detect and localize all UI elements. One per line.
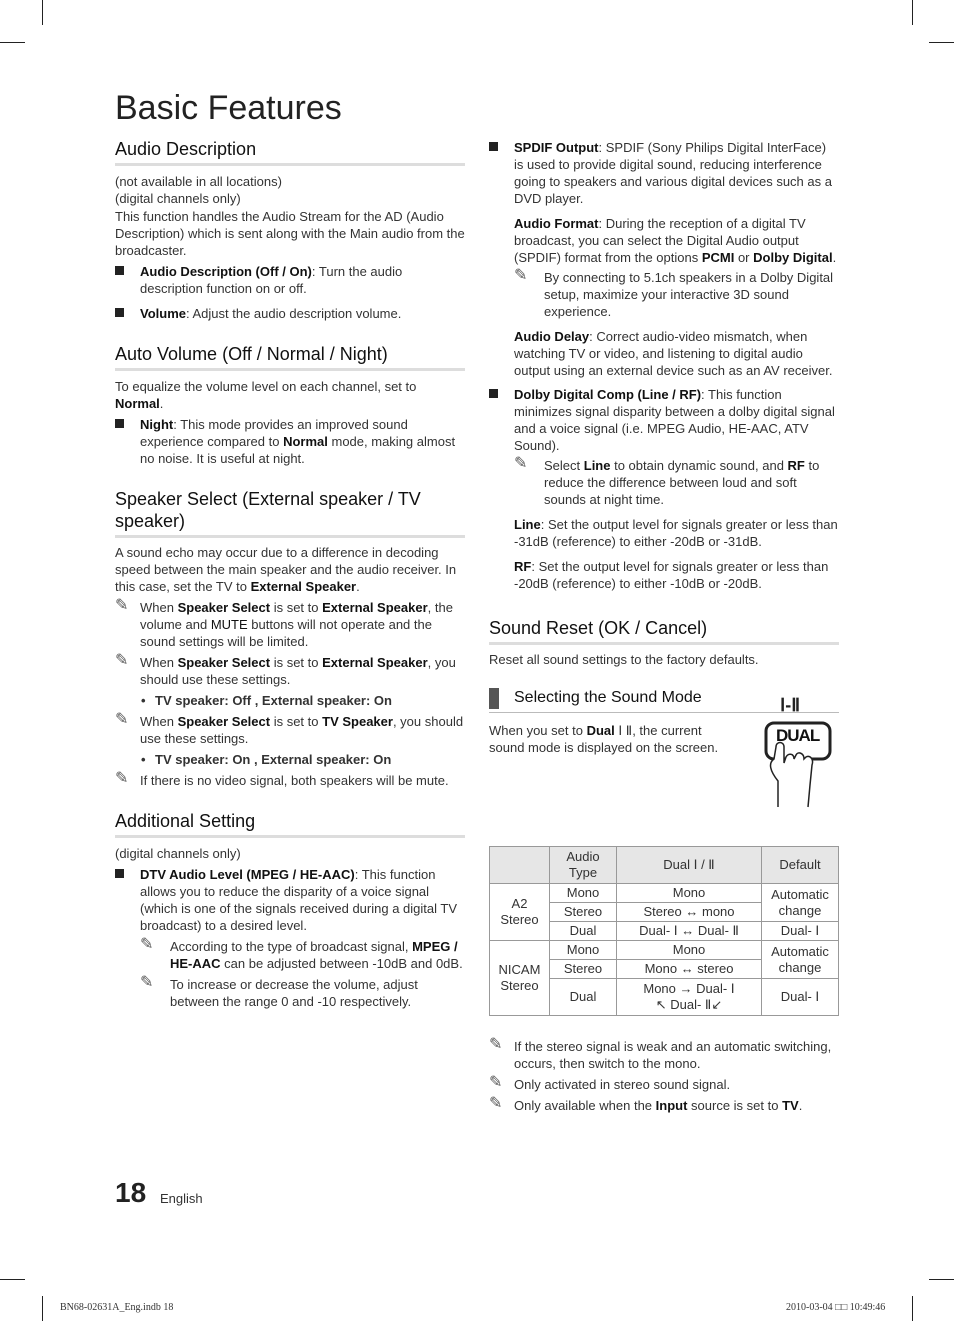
pencil-note-icon: ✎ [140, 974, 154, 991]
section-bar-icon [489, 688, 499, 709]
pencil-note-icon: ✎ [489, 1095, 503, 1112]
square-bullet-icon [489, 142, 498, 151]
right-column [489, 138, 839, 1114]
table-cell: Mono [550, 884, 617, 903]
table-cell: Mono [617, 884, 762, 903]
crop-mark [0, 1279, 25, 1280]
crop-mark [912, 1296, 913, 1321]
table-header-audio-type: Audio Type [550, 847, 617, 884]
note-mpeg-range: ✎ According to the type of broadcast signal, MPEG / HE-AAC can be adjusted between -10dB and 0dB. [140, 936, 463, 971]
bullet-dolby-digital-comp: Dolby Digital Comp (Line / RF): This function minimizes signal disparity between a dolby digital signal and a voice signal (i.e. MPEG Audio, HE-AAC, ATV Sound). [489, 386, 839, 454]
table-cell: Automatic change [762, 941, 839, 979]
square-bullet-icon [115, 308, 124, 317]
pencil-note-icon: ✎ [489, 1074, 503, 1091]
table-cell: Dual [550, 922, 617, 941]
pencil-note-icon: ✎ [115, 770, 129, 787]
note-tv-speaker-settings: ✎ When Speaker Select is set to TV Speaker, you should use these settings. [115, 711, 464, 746]
audio-description-text: This function handles the Audio Stream for the AD (Audio Description) which is sent along with the Main audio from the broadcaster. [115, 209, 465, 258]
audio-delay-text: Audio Delay: Correct audio-video mismatch, when watching TV or video, and listening to digital audio output using an external device such as an AV receiver. [514, 329, 833, 378]
note-volume-range: ✎ To increase or decrease the volume, adjust between the range 0 and -10 respectively. [140, 974, 418, 1009]
crop-mark [0, 42, 25, 43]
note-input-tv: ✎ Only available when the Input source is set to TV. [489, 1095, 803, 1113]
square-bullet-icon [115, 419, 124, 428]
note-line-rf: ✎ Select Line to obtain dynamic sound, and RF to reduce the difference between loud and soft sounds at night time. [514, 455, 820, 507]
pencil-note-icon: ✎ [489, 1036, 503, 1053]
line-text: Line: Set the output level for signals greater or less than -31dB (reference) to either -20dB or -31dB. [514, 517, 838, 549]
table-cell: Stereo ↔ mono [617, 903, 762, 922]
crop-mark [929, 1279, 954, 1280]
table-group-a2: A2 Stereo [490, 884, 550, 941]
table-cell: Dual [550, 979, 617, 1016]
note-external-speaker: ✎ When Speaker Select is set to External Speaker, the volume and MUTE buttons will not operate and the sound settings will be limited. [115, 597, 453, 649]
availability-note: (not available in all locations) [115, 174, 282, 189]
finger-press-icon [756, 697, 836, 809]
sound-mode-subheading: Selecting the Sound Mode [489, 686, 839, 713]
sound-reset-text: Reset all sound settings to the factory defaults. [489, 652, 759, 667]
pencil-note-icon: ✎ [115, 597, 129, 614]
table-cell: Mono [550, 941, 617, 960]
channel-note: (digital channels only) [115, 191, 241, 206]
bullet-night: Night: This mode provides an improved sound experience compared to Normal mode, making almost no noise. It is useful at night. [115, 416, 465, 467]
table-cell: Stereo [550, 960, 617, 979]
auto-volume-text: To equalize the volume level on each channel, set to Normal. [115, 379, 417, 411]
table-header-blank [490, 847, 550, 884]
pencil-note-icon: ✎ [115, 711, 129, 728]
dual-button-label: DUAL [776, 726, 820, 745]
table-cell: Stereo [550, 903, 617, 922]
pencil-note-icon: ✎ [115, 652, 129, 669]
pencil-note-icon: ✎ [514, 455, 528, 472]
footer-file: BN68-02631A_Eng.indb 18 [60, 1302, 174, 1313]
page-number: 18 [115, 1177, 147, 1208]
crop-mark [912, 0, 913, 25]
square-bullet-icon [489, 389, 498, 398]
auto-volume-heading: Auto Volume (Off / Normal / Night) [115, 343, 465, 371]
note-external-speaker-settings: ✎ When Speaker Select is set to External Speaker, you should use these settings. [115, 652, 456, 687]
speaker-select-heading: Speaker Select (External speaker / TV speaker) [115, 488, 465, 538]
left-column [115, 138, 465, 1010]
audio-format-text: Audio Format: During the reception of a digital TV broadcast, you can select the Digital Audio output (SPDIF) format from the options PCMI or Dolby Digital. [514, 216, 837, 265]
audio-description-heading: Audio Description [115, 138, 465, 166]
table-cell: Mono → Dual- Ⅰ ↖ Dual- Ⅱ↙ [617, 979, 762, 1016]
crop-mark [42, 1296, 43, 1321]
pencil-note-icon: ✎ [140, 936, 154, 953]
dot-item-tv-settings: • TV speaker: On , External speaker: On [141, 752, 392, 767]
additional-channel-note: (digital channels only) [115, 846, 241, 861]
sound-reset-heading: Sound Reset (OK / Cancel) [489, 617, 839, 645]
sound-mode-text: When you set to Dual Ⅰ Ⅱ, the current sound mode is displayed on the screen. [489, 723, 719, 755]
note-no-video: ✎ If there is no video signal, both speakers will be mute. [115, 770, 449, 788]
bullet-volume: Volume: Adjust the audio description volume. [115, 305, 465, 322]
pencil-note-icon: ✎ [514, 267, 528, 284]
table-cell: Mono [617, 941, 762, 960]
speaker-select-text: A sound echo may occur due to a difference in decoding speed between the main speaker and the audio receiver. In this case, set the TV to External Speaker. [115, 545, 457, 594]
square-bullet-icon [115, 266, 124, 275]
note-stereo-only: ✎ Only activated in stereo sound signal. [489, 1074, 731, 1092]
table-header-dual: Dual Ⅰ / Ⅱ [617, 847, 762, 884]
note-dolby-setup: ✎ By connecting to 5.1ch speakers in a Dolby Digital setup, maximize your interactive 3D sound experience. [514, 267, 834, 319]
table-header-default: Default [762, 847, 839, 884]
bullet-dtv-audio-level: DTV Audio Level (MPEG / HE-AAC): This function allows you to reduce the disparity of a voice signal (which is one of the signals received during a digital TV broadcast) to a desired level. [115, 866, 465, 934]
sound-mode-table [489, 846, 839, 1016]
dual-label: Ⅰ-Ⅱ [780, 695, 801, 715]
bullet-spdif-output: SPDIF Output: SPDIF (Sony Philips Digital InterFace) is used to provide digital sound, reducing interference going to speakers and various digital devices such as a DVD player. [489, 139, 839, 207]
table-cell: Dual- Ⅰ [762, 979, 839, 1016]
additional-setting-heading: Additional Setting [115, 810, 465, 838]
table-cell: Dual- Ⅰ ↔ Dual- Ⅱ [617, 922, 762, 941]
page-language: English [160, 1191, 203, 1206]
dot-item-external-settings: • TV speaker: Off , External speaker: On [141, 693, 392, 708]
square-bullet-icon [115, 869, 124, 878]
note-weak-signal: ✎ If the stereo signal is weak and an automatic switching, occurs, then switch to the mono. [489, 1036, 832, 1071]
rf-text: RF: Set the output level for signals greater or less than -20dB (reference) to either -10dB or -20dB. [514, 559, 829, 591]
crop-mark [42, 0, 43, 25]
table-group-nicam: NICAM Stereo [490, 941, 550, 1016]
bullet-audio-description-onoff: Audio Description (Off / On): Turn the audio description function on or off. [115, 263, 465, 297]
table-cell: Dual- Ⅰ [762, 922, 839, 941]
table-cell: Mono ↔ stereo [617, 960, 762, 979]
table-cell: Automatic change [762, 884, 839, 922]
page-title: Basic Features [115, 89, 342, 127]
dual-button-illustration [756, 697, 836, 809]
crop-mark [929, 42, 954, 43]
footer-date: 2010-03-04 □□ 10:49:46 [786, 1302, 886, 1313]
